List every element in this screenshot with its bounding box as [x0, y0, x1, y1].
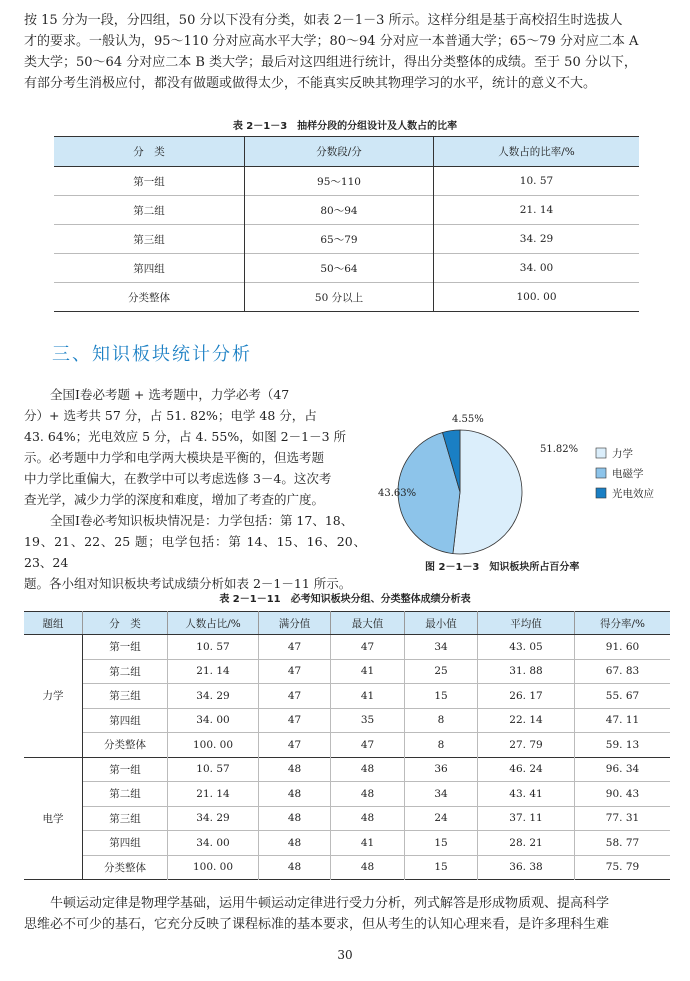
table-cell: 10. 57 [168, 757, 259, 782]
table-cell: 第三组 [54, 225, 245, 254]
body-line: 全国Ⅰ卷必考知识板块情况是：力学包括：第 17、18、 [50, 513, 354, 528]
table-cell: 第三组 [83, 806, 168, 831]
table-row [54, 167, 639, 196]
outro-line: 牛顿运动定律是物理学基础，运用牛顿运动定律进行受力分析，列式解答是形成物质观、提高科学 [50, 896, 610, 911]
chart-title: 图 2－1－3 知识板块所占百分率 [425, 562, 580, 573]
body-line: 全国Ⅰ卷必考题 + 选考题中，力学必考（47 [50, 387, 290, 402]
body-line: 中力学比重偏大，在教学中可以考虑选修 3－4。这次考 [24, 471, 332, 486]
table-cell: 67. 83 [575, 659, 671, 684]
legend-label: 光电效应 [612, 488, 654, 500]
table1-header-row [54, 137, 639, 167]
table-cell: 34. 00 [168, 708, 259, 733]
table-cell: 15 [405, 831, 478, 856]
table-cell: 55. 67 [575, 684, 671, 709]
table-cell: 第一组 [83, 635, 168, 660]
table2-header: 题组 [24, 612, 83, 635]
slice-label: 43.63% [378, 488, 417, 499]
body-line: 题。各小组对知识板块考试成绩分析如表 2－1－11 所示。 [24, 576, 352, 591]
table-cell: 25 [405, 659, 478, 684]
body-line: 示。必考题中力学和电学两大模块是平衡的，但选考题 [24, 450, 325, 465]
table-cell: 41 [331, 659, 405, 684]
table-cell: 34. 29 [168, 684, 259, 709]
table-row [24, 855, 670, 880]
table-cell: 50～64 [245, 254, 434, 283]
table-row [24, 635, 670, 660]
table-cell: 37. 11 [478, 806, 575, 831]
table-cell: 31. 88 [478, 659, 575, 684]
table-cell: 48 [331, 806, 405, 831]
table-row [24, 733, 670, 758]
table-cell: 48 [259, 831, 331, 856]
table-cell: 34. 00 [434, 254, 640, 283]
table-row [24, 757, 670, 782]
table-row [24, 708, 670, 733]
table-cell: 34 [405, 782, 478, 807]
table-cell: 41 [331, 684, 405, 709]
table-cell: 21. 14 [434, 196, 640, 225]
table-cell: 第二组 [54, 196, 245, 225]
table-cell: 28. 21 [478, 831, 575, 856]
table2-caption: 表 2－1－11 必考知识板块分组、分类整体成绩分析表 [219, 594, 471, 605]
table-cell: 8 [405, 708, 478, 733]
table-cell: 48 [331, 855, 405, 880]
table-cell: 第二组 [83, 659, 168, 684]
table-cell: 10. 57 [168, 635, 259, 660]
table-cell: 第三组 [83, 684, 168, 709]
table-cell: 分类整体 [54, 283, 245, 312]
outro-line: 思维必不可少的基石，它充分反映了课程标准的基本要求，但从考生的认知心理来看，是许多理科生难 [24, 917, 610, 932]
table-cell: 24 [405, 806, 478, 831]
legend-swatch [596, 448, 606, 458]
table-cell: 47 [259, 708, 331, 733]
table-cell: 34. 29 [434, 225, 640, 254]
table-cell: 15 [405, 684, 478, 709]
table-cell: 100. 00 [168, 733, 259, 758]
table-cell: 90. 43 [575, 782, 671, 807]
table-row [24, 806, 670, 831]
pie-chart [370, 400, 670, 578]
pie-slice [453, 430, 522, 554]
table-cell: 47 [331, 733, 405, 758]
table-cell: 100. 00 [434, 283, 640, 312]
slice-label: 4.55% [452, 414, 484, 425]
table-cell: 第四组 [83, 708, 168, 733]
table-cell: 第一组 [83, 757, 168, 782]
table1-caption: 表 2－1－3 抽样分段的分组设计及人数占的比率 [232, 121, 458, 132]
table-cell: 48 [331, 782, 405, 807]
table-row [54, 283, 639, 312]
intro-line: 有部分考生消极应付，都没有做题或做得太少，不能真实反映其物理学习的水平，统计的意义不大。 [24, 76, 597, 91]
table-cell: 34. 29 [168, 806, 259, 831]
table-cell: 59. 13 [575, 733, 671, 758]
table-row [54, 196, 639, 225]
intro-line: 按 15 分为一段，分四组，50 分以下没有分类，如表 2－1－3 所示。这样分组是基于高校招生时选拔人 [24, 13, 623, 28]
table-cell: 分类整体 [83, 733, 168, 758]
table-cell: 第四组 [54, 254, 245, 283]
table2-header-row [24, 612, 670, 635]
table-cell: 10. 57 [434, 167, 640, 196]
table-row [24, 831, 670, 856]
table-cell: 77. 31 [575, 806, 671, 831]
outro-paragraph [24, 893, 666, 935]
table-row [24, 782, 670, 807]
table-cell: 35 [331, 708, 405, 733]
intro-line: 类大学；50～64 分对应二本 B 类大学；最后对这四组进行统计，得出分类整体的成绩。至于 50 分以下， [24, 55, 637, 70]
table2 [24, 611, 670, 880]
table1-header: 分 类 [54, 137, 245, 167]
table2-header: 最小值 [405, 612, 478, 635]
body-line: 查光学，减少力学的深度和难度，增加了考查的广度。 [24, 492, 325, 507]
table2-header: 得分率/% [575, 612, 671, 635]
table-cell: 21. 14 [168, 659, 259, 684]
table1-header: 人数占的比率/% [434, 137, 640, 167]
table-cell: 46. 24 [478, 757, 575, 782]
table-cell: 96. 34 [575, 757, 671, 782]
body-line: 43. 64%；光电效应 5 分，占 4. 55%，如图 2－1－3 所 [24, 429, 346, 444]
table-cell: 48 [259, 757, 331, 782]
table-cell: 48 [259, 855, 331, 880]
table2-header: 人数占比/% [168, 612, 259, 635]
table-cell: 第四组 [83, 831, 168, 856]
group-cell: 电学 [24, 757, 83, 880]
table-cell: 36. 38 [478, 855, 575, 880]
table-cell: 26. 17 [478, 684, 575, 709]
table-cell: 91. 60 [575, 635, 671, 660]
table-cell: 分类整体 [83, 855, 168, 880]
table2-header: 分 类 [83, 612, 168, 635]
table-row [24, 684, 670, 709]
table2-header: 满分值 [259, 612, 331, 635]
table-cell: 65～79 [245, 225, 434, 254]
table-cell: 50 分以上 [245, 283, 434, 312]
table-cell: 22. 14 [478, 708, 575, 733]
table-cell: 47 [259, 659, 331, 684]
section-title: 三、知识板块统计分析 [52, 344, 252, 365]
table-cell: 第一组 [54, 167, 245, 196]
table-cell: 48 [259, 782, 331, 807]
table-cell: 36 [405, 757, 478, 782]
slice-label: 51.82% [540, 444, 579, 455]
table1 [54, 136, 639, 312]
table-cell: 47 [331, 635, 405, 660]
body-paragraph [24, 384, 366, 594]
table-cell: 48 [331, 757, 405, 782]
table-cell: 47 [259, 684, 331, 709]
body-line: 分）+ 选考共 57 分，占 51. 82%；电学 48 分，占 [24, 408, 317, 423]
table1-header: 分数段/分 [245, 137, 434, 167]
table-row [24, 659, 670, 684]
intro-paragraph [24, 10, 664, 94]
table-cell: 47 [259, 733, 331, 758]
body-line: 19、21、22、25 题；电学包括：第 14、15、16、20、23、24 [24, 534, 366, 570]
table-row [54, 254, 639, 283]
table-cell: 47 [259, 635, 331, 660]
page-number: 30 [337, 948, 353, 962]
table-cell: 75. 79 [575, 855, 671, 880]
table-cell: 34 [405, 635, 478, 660]
legend-swatch [596, 468, 606, 478]
table-cell: 41 [331, 831, 405, 856]
table-cell: 15 [405, 855, 478, 880]
group-cell: 力学 [24, 635, 83, 758]
table-cell: 80～94 [245, 196, 434, 225]
table-cell: 58. 77 [575, 831, 671, 856]
table2-header: 平均值 [478, 612, 575, 635]
table2-header: 最大值 [331, 612, 405, 635]
table-cell: 43. 41 [478, 782, 575, 807]
table-cell: 43. 05 [478, 635, 575, 660]
table-cell: 34. 00 [168, 831, 259, 856]
table-cell: 第二组 [83, 782, 168, 807]
table-cell: 95～110 [245, 167, 434, 196]
table-cell: 27. 79 [478, 733, 575, 758]
table-cell: 100. 00 [168, 855, 259, 880]
legend-label: 电磁学 [612, 468, 644, 480]
table-cell: 21. 14 [168, 782, 259, 807]
table-cell: 48 [259, 806, 331, 831]
table-cell: 8 [405, 733, 478, 758]
table-row [54, 225, 639, 254]
table-cell: 47. 11 [575, 708, 671, 733]
legend-swatch [596, 488, 606, 498]
legend-label: 力学 [612, 448, 633, 460]
intro-line: 才的要求。一般认为，95～110 分对应高水平大学；80～94 分对应一本普通大学；65～79 分对应二本 A [24, 34, 639, 49]
